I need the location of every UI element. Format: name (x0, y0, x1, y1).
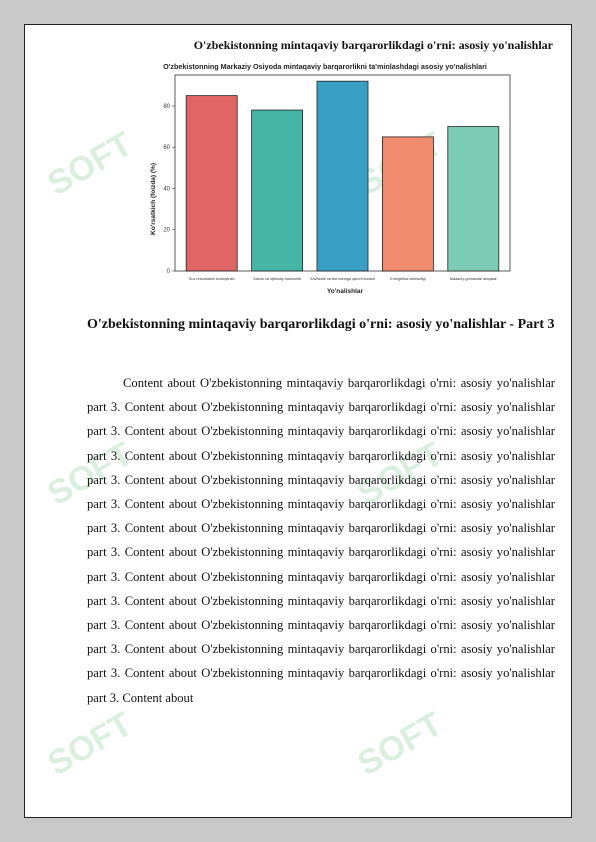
chart-title: O'zbekistonning Markaziy Osiyoda mintaqaviy barqarorlikni ta'minlashdagi asosiy yo'nalishlari (163, 62, 487, 71)
running-header: O'zbekistonning mintaqaviy barqarorlikdagi o'rni: asosiy yo'nalishlar (193, 38, 553, 52)
x-tick-label: Energetika xavfsizligi (390, 277, 426, 281)
y-tick-label: 60 (163, 145, 170, 152)
bar-chart (125, 59, 525, 297)
x-tick-label: Suv resurslarini boshqarish (188, 277, 235, 281)
body-paragraph: Content about O'zbekistonning mintaqaviy barqarorlikdagi o'rni: asosiy yo'nalishlar part 3. Content about O'zbekistonning mintaqaviy barqarorlikdagi o'rni: asosiy yo'nalishlar part 3. Content about O'zbekistonning mintaqaviy barqarorlikdagi o'rni: asosiy yo'nalishlar part 3. Content about O'zbekistonning mintaqaviy barqarorlikdagi o'rni: asosiy yo'nalishlar part 3. Content about O'zbekistonning mintaqaviy barqarorlikdagi o'rni: asosiy yo'nalishlar part 3. Content about O'zbekistonning mintaqaviy barqarorlikdagi o'rni: asosiy yo'nalishlar part 3. Content about O'zbekistonning mintaqaviy barqarorlikdagi o'rni: asosiy yo'nalishlar part 3. Content about O'zbekistonning mintaqaviy barqarorlikdagi o'rni: asosiy yo'nalishlar part 3. Content about O'zbekistonning mintaqaviy barqarorlikdagi o'rni: asosiy yo'nalishlar part 3. Content about O'zbekistonning mintaqaviy barqarorlikdagi o'rni: asosiy yo'nalishlar part 3. Content about O'zbekistonning mintaqaviy barqarorlikdagi o'rni: asosiy yo'nalishlar part 3. Content about O'zbekistonning mintaqaviy barqarorlikdagi o'rni: asosiy yo'nalishlar part 3. Content about O'zbekistonning mintaqaviy barqarorlikdagi o'rni: asosiy yo'nalishlar part 3. Content about (87, 376, 555, 705)
bar (382, 137, 433, 271)
section-title: O'zbekistonning mintaqaviy barqarorlikdagi o'rni: asosiy yo'nalishlar - Part 3 (87, 317, 555, 332)
y-axis-label: Ko'rsatkich (foizda) (%) (150, 163, 157, 235)
watermark-1: SOFT (41, 124, 139, 204)
y-tick-label: 80 (163, 103, 170, 110)
x-axis-label: Yo'nalishlar (326, 288, 364, 295)
watermark-5: SOFT (41, 704, 139, 784)
y-tick-label: 0 (166, 269, 170, 275)
watermark-6: SOFT (351, 704, 449, 784)
watermark-3: SOFT (41, 434, 139, 514)
bar (448, 127, 499, 271)
x-tick-label: Madaniy-gumanitar aloqalar (449, 277, 497, 281)
x-tick-label: Savdo va iqtisodiy hamkorlik (253, 277, 302, 281)
bar-chart-svg (125, 59, 525, 297)
y-tick-label: 20 (163, 227, 170, 234)
watermark-4: SOFT (351, 434, 449, 514)
x-tick-label: Xavfsizlik va terrorizmga qarshi kurash (310, 277, 375, 281)
bar (186, 96, 237, 271)
document-page (24, 24, 572, 818)
bar (317, 81, 368, 271)
y-tick-label: 40 (163, 186, 170, 193)
bar (252, 110, 303, 271)
